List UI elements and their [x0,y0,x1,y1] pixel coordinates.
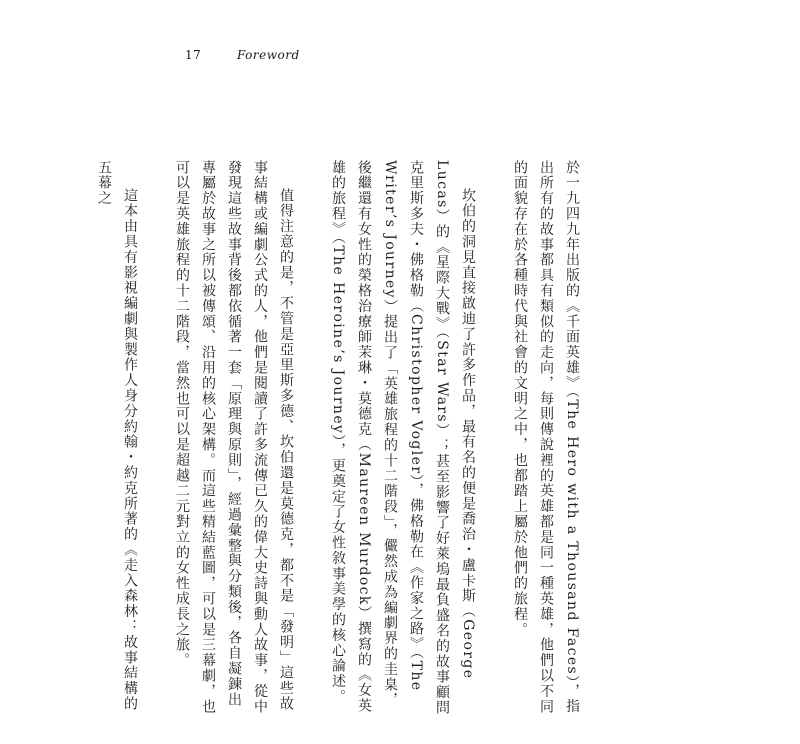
paragraph-3: 值得注意的是，不管是亞里斯多德、坎伯還是莫德克，都不是「發明」這些故事結構或編劇公式的人，他們是閱讀了許多流傳已久的偉大史詩與動人故事，從中發現這些故事背後都依循著一套「原理與原則」，經過彙整與分類後，各自凝鍊出專屬於故事之所以被傳頌、沿用的核心架構。而這些精結藍圖，可以是三幕劇，也可以是英雄旅程的十二階段，當然也可以是超越二元對立的女性成長之旅。 [174,160,294,715]
paragraph-4: 這本由具有影視編劇與製作人身分約翰・約克所著的《走入森林：故事結構的五幕之 [96,160,138,712]
section-title: Foreword [237,48,300,62]
paragraph-1: 於一九四九年出版的《千面英雄》（The Hero with a Thousand Faces），指出所有的故事都具有類似的走向，每則傳說裡的英雄都是同一種英雄，他們以不同的面貌存在於各種時代與社會的文明之中，也都踏上屬於他們的旅程。 [512,160,580,715]
paragraph-2: 坎伯的洞見直接啟迪了許多作品，最有名的便是喬治・盧卡斯（George Lucas）的《星際大戰》（Star Wars）；甚至影響了好萊塢最負盛名的故事顧問克里斯多夫・佛格勒（Christopher Vogler），佛格勒在《作家之路》（The Writer’s Journey）提出了「英雄旅程的十二階段」，儼然成為編劇界的圭臬，後繼還有女性的榮格治療師茉琳・莫德克（Maureen Murdock）撰寫的《女英雄的旅程》（The Heroine’s Journey），更奠定了女性敘事美學的核心論述。 [330,160,476,716]
page-number: 17 [185,48,202,62]
vertical-body-text [91,160,585,720]
